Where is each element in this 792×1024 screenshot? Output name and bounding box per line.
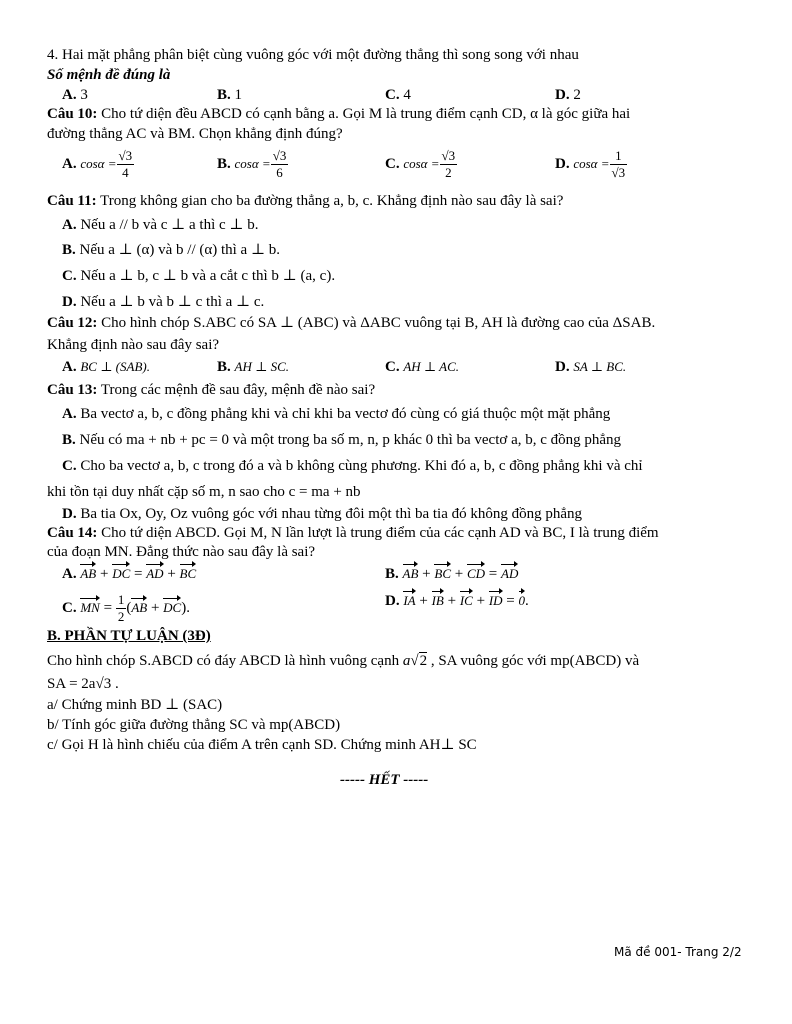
part-b-task-b: b/ Tính góc giữa đường thẳng SC và mp(ABCD) xyxy=(47,717,341,733)
q14-stem-2: của đoạn MN. Đẳng thức nào sau đây là sai? xyxy=(47,544,316,560)
q13-stem: Câu 13: Trong các mệnh đề sau đây, mệnh đề nào sai? xyxy=(47,382,376,398)
part-b-stem-1: Cho hình chóp S.ABCD có đáy ABCD là hình vuông cạnh a√2 , SA vuông góc với mp(ABCD) và xyxy=(47,653,640,669)
q10-stem: Câu 10: Cho tứ diện đều ABCD có cạnh bằng a. Gọi M là trung điểm cạnh CD, α là góc giữa hai xyxy=(47,106,631,122)
q10-option-a[interactable]: A. cosα = $\frac{√3}{4}$ xyxy=(62,148,133,180)
q14-option-a[interactable]: A. AB + DC = AD + BC xyxy=(62,566,197,582)
q11-option-b[interactable]: B. Nếu a ⊥ (α) và b // (α) thì a ⊥ b. xyxy=(62,242,281,258)
q14-option-c[interactable]: C. MN = $\frac{1}{2}$ (AB + DC). xyxy=(62,592,190,624)
q13-option-d[interactable]: D. Ba tia Ox, Oy, Oz vuông góc với nhau từng đôi một thì ba tia đó không đồng phẳng xyxy=(62,506,583,522)
q13-option-c-cont: khi tồn tại duy nhất cặp số m, n sao cho c = ma + nb xyxy=(47,484,361,500)
q12-stem-2: Khẳng định nào sau đây sai? xyxy=(47,337,220,353)
q14-stem: Câu 14: Cho tứ diện ABCD. Gọi M, N lần lượt là trung điểm của các cạnh AD và BC, I là trung điểm xyxy=(47,525,659,541)
part-b-task-a: a/ Chứng minh BD ⊥ (SAC) xyxy=(47,697,223,713)
q13-option-b[interactable]: B. Nếu có ma + nb + pc = 0 và một trong ba số m, n, p khác 0 thì ba vectơ a, b, c đồng phẳng xyxy=(62,432,622,448)
q12-option-a[interactable]: A. BC ⊥ (SAB). xyxy=(62,359,150,375)
q10-option-b[interactable]: B. cosα = $\frac{√3}{6}$ xyxy=(217,148,287,180)
q11-option-d[interactable]: D. Nếu a ⊥ b và b ⊥ c thì a ⊥ c. xyxy=(62,294,265,310)
end-mark: ----- HẾT ----- xyxy=(340,772,429,788)
part-b-heading: B. PHẦN TỰ LUẬN (3Đ) xyxy=(47,628,211,644)
q9-option-a[interactable]: A. 3 xyxy=(62,87,88,103)
q11-stem: Câu 11: Trong không gian cho ba đường thẳng a, b, c. Khẳng định nào sau đây là sai? xyxy=(47,193,564,209)
q11-option-a[interactable]: A. Nếu a // b và c ⊥ a thì c ⊥ b. xyxy=(62,217,259,233)
q11-option-c[interactable]: C. Nếu a ⊥ b, c ⊥ b và a cắt c thì b ⊥ (a, c). xyxy=(62,268,336,284)
q10-stem-2: đường thẳng AC và BM. Chọn khẳng định đúng? xyxy=(47,126,343,142)
q9-option-c[interactable]: C. 4 xyxy=(385,87,411,103)
q13-option-c[interactable]: C. Cho ba vectơ a, b, c trong đó a và b không cùng phương. Khi đó a, b, c đồng phẳng khi và chỉ xyxy=(62,458,643,474)
q12-stem: Câu 12: Cho hình chóp S.ABC có SA ⊥ (ABC) và ΔABC vuông tại B, AH là đường cao của ΔSAB. xyxy=(47,315,656,331)
q12-option-c[interactable]: C. AH ⊥ AC. xyxy=(385,359,460,375)
page-footer: Mã đề 001- Trang 2/2 xyxy=(614,945,742,959)
part-b-stem-2: SA = 2a√3 . xyxy=(47,676,119,692)
q10-option-c[interactable]: C. cosα = $\frac{√3}{2}$ xyxy=(385,148,456,180)
q9-prompt: Số mệnh đề đúng là xyxy=(47,67,171,83)
q13-option-a[interactable]: A. Ba vectơ a, b, c đồng phẳng khi và chỉ khi ba vectơ đó cùng có giá thuộc một mặt phẳng xyxy=(62,406,611,422)
q14-option-d[interactable]: D. IA + IB + IC + ID = 0. xyxy=(385,593,529,609)
q12-option-b[interactable]: B. AH ⊥ SC. xyxy=(217,359,289,375)
q10-option-d[interactable]: D. cosα = $\frac{1}{√3}$ xyxy=(555,148,626,180)
part-b-task-c: c/ Gọi H là hình chiếu của điểm A trên cạnh SD. Chứng minh AH⊥ SC xyxy=(47,737,477,753)
q9-option-d[interactable]: D. 2 xyxy=(555,87,581,103)
statement-4: 4. Hai mặt phẳng phân biệt cùng vuông góc với một đường thẳng thì song song với nhau xyxy=(47,47,579,63)
q14-option-b[interactable]: B. AB + BC + CD = AD xyxy=(385,566,519,582)
q9-option-b[interactable]: B. 1 xyxy=(217,87,243,103)
q12-option-d[interactable]: D. SA ⊥ BC. xyxy=(555,359,627,375)
